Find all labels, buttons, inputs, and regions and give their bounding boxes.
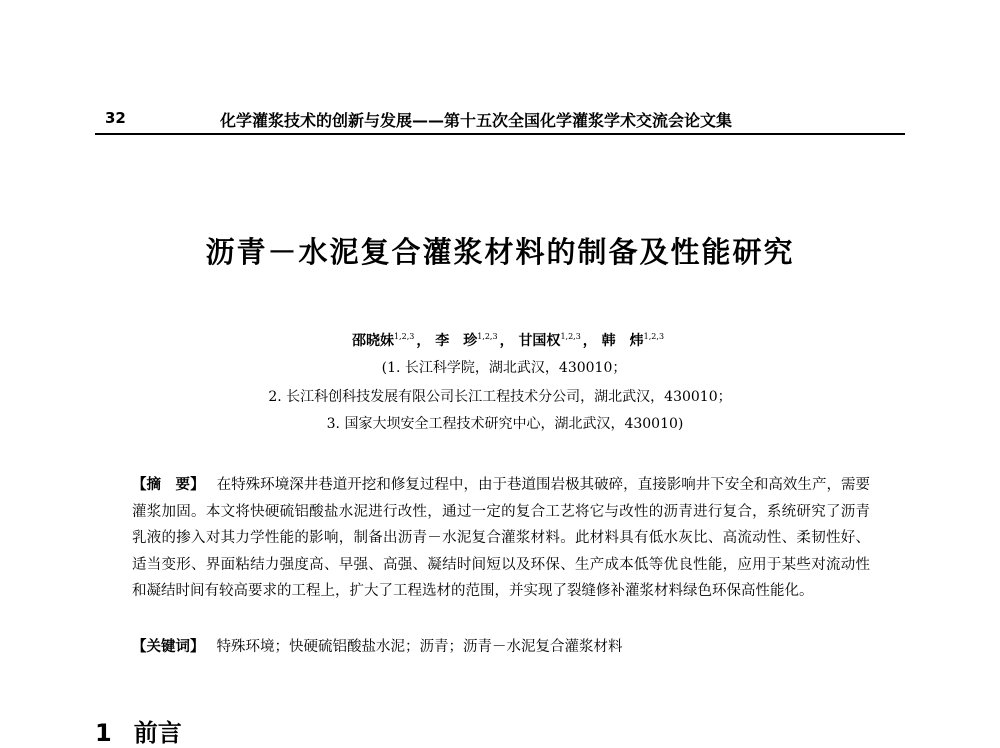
section-title: 前言 — [133, 719, 182, 747]
author-separator: ， — [582, 333, 597, 349]
abstract-paragraph — [132, 472, 870, 605]
author-separator: ， — [416, 333, 431, 349]
section-number: 1 — [95, 719, 112, 747]
author-separator: ， — [499, 333, 514, 349]
keywords-label: 【关键词】 — [132, 639, 205, 655]
keywords — [132, 634, 870, 660]
author-affiliation-mark: 1,2,3 — [477, 332, 498, 341]
author-affiliation-mark: 1,2,3 — [393, 332, 415, 341]
author-name: 邵晓妹 — [351, 333, 394, 349]
keywords-text: 特殊环境；快硬硫铝酸盐水泥；沥青；沥青－水泥复合灌浆材料 — [216, 639, 623, 655]
page-number: 32 — [105, 109, 126, 127]
author-name: 李 珍 — [435, 333, 478, 349]
author-name: 甘国权 — [518, 333, 561, 349]
affiliation-3: 3. 国家大坝安全工程技术研究中心，湖北武汉，430010) — [326, 416, 684, 432]
author-affiliation-mark: 1,2,3 — [560, 332, 581, 341]
abstract-label: 【摘 要】 — [132, 477, 205, 493]
affiliation-1: (1. 长江科学院，湖北武汉，430010； — [381, 360, 627, 376]
abstract — [132, 472, 870, 605]
running-title: 化学灌浆技术的创新与发展——第十五次全国化学灌浆学术交流会论文集 — [220, 111, 733, 130]
paper-title: 沥青－水泥复合灌浆材料的制备及性能研究 — [205, 235, 795, 269]
author-list — [0, 330, 1000, 350]
author-name: 韩 炜 — [601, 333, 644, 349]
abstract-text: 在特殊环境深井巷道开挖和修复过程中，由于巷道围岩极其破碎，直接影响井下安全和高效生产，需要灌浆加固。本文将快硬硫铝酸盐水泥进行改性，通过一定的复合工艺将它与改性的沥青进行复合，系统研究了沥青乳液的掺入对其力学性能的影响，制备出沥青－水泥复合灌浆材料。此材料具有低水灰比、高流动性、柔韧性好、适当变形、界面粘结力强度高、早强、高强、凝结时间短以及环保、生产成本低等优良性能，应用于某些对流动性和凝结时间有较高要求的工程上，扩大了工程选材的范围，并实现了裂缝修补灌浆材料绿色环保高性能化。 — [132, 477, 871, 599]
page-header — [95, 103, 905, 135]
affiliation-2: 2. 长江科创科技发展有限公司长江工程技术分公司，湖北武汉，430010； — [268, 389, 732, 405]
author-affiliation-mark: 1,2,3 — [643, 332, 665, 341]
section-heading — [95, 718, 182, 748]
